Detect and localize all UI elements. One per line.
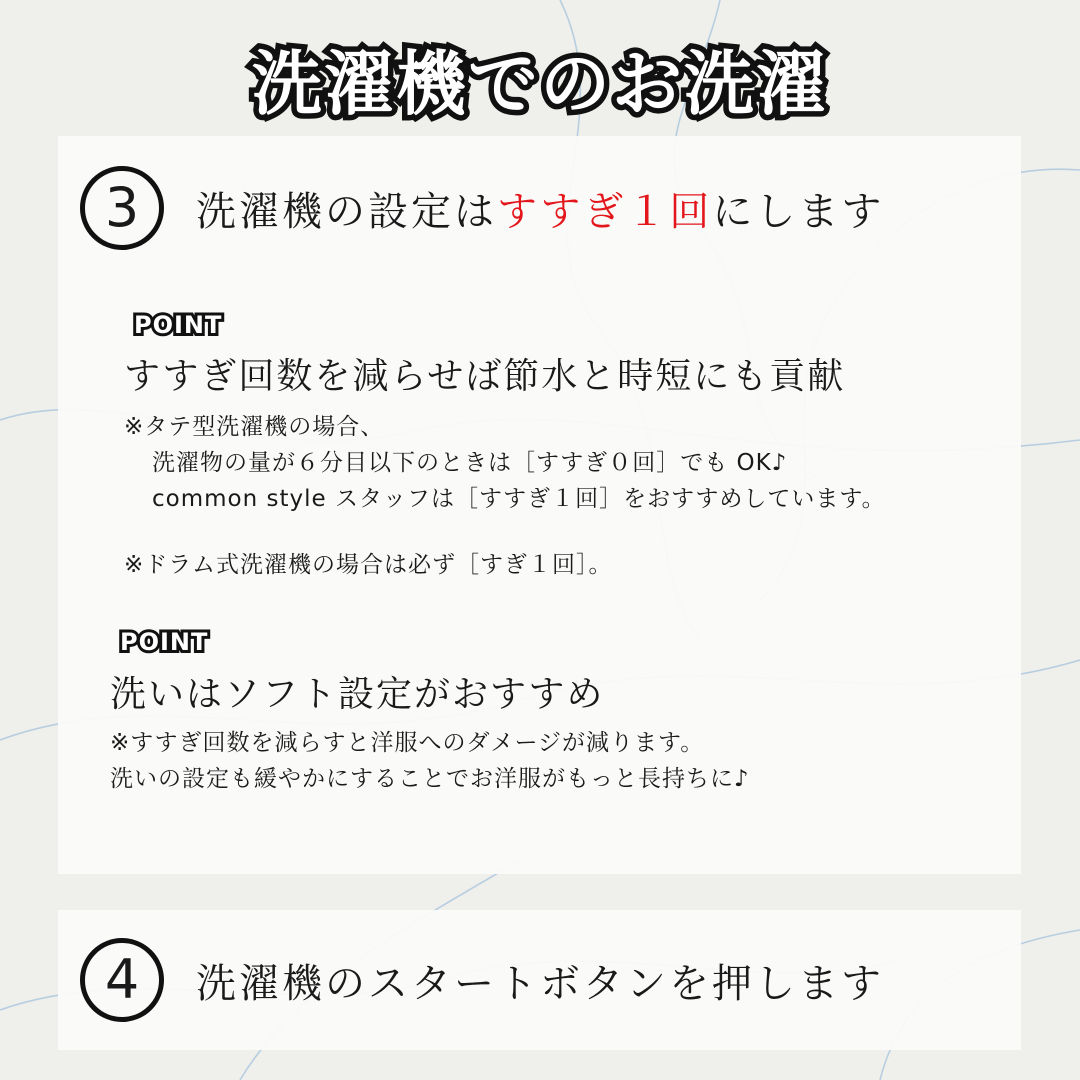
point-1-heading: すすぎ回数を減らせば節水と時短にも貢献 — [124, 356, 846, 397]
step-4-header — [80, 938, 884, 1022]
page-title: 洗濯機でのお洗濯 — [252, 43, 828, 125]
step-3-instruction — [196, 180, 884, 237]
step-3-number-badge: 3 — [80, 166, 164, 250]
step-3-card — [58, 136, 1021, 874]
point-2-note-2: 洗いの設定も緩やかにすることでお洋服がもっと長持ちに♪ — [110, 766, 750, 792]
step-3-text-after: にします — [712, 188, 885, 235]
step-4-instruction: 洗濯機のスタートボタンを押します — [196, 960, 884, 1007]
point-1-note-1: ※タテ型洗濯機の場合、 — [124, 414, 385, 440]
step-4-number-badge: 4 — [80, 938, 164, 1022]
point-1-label: POINT — [134, 311, 223, 339]
point-1-note-3: common style スタッフは［すすぎ１回］をおすすめしています。 — [152, 486, 886, 512]
point-2-label: POINT — [120, 628, 209, 656]
step-3-text-before: 洗濯機の設定は — [196, 188, 497, 235]
point-1-note-4: ※ドラム式洗濯機の場合は必ず［すぎ１回］。 — [124, 552, 613, 578]
step-3-highlight: すすぎ１回 — [497, 188, 713, 235]
point-2-note-1: ※すすぎ回数を減らすと洋服へのダメージが減ります。 — [110, 730, 705, 756]
point-1-note-2: 洗濯物の量が６分目以下のときは［すすぎ０回］でも OK♪ — [152, 450, 788, 476]
step-3-header — [80, 166, 884, 250]
point-2-heading: 洗いはソフト設定がおすすめ — [110, 674, 605, 715]
step-4-card — [58, 910, 1021, 1050]
